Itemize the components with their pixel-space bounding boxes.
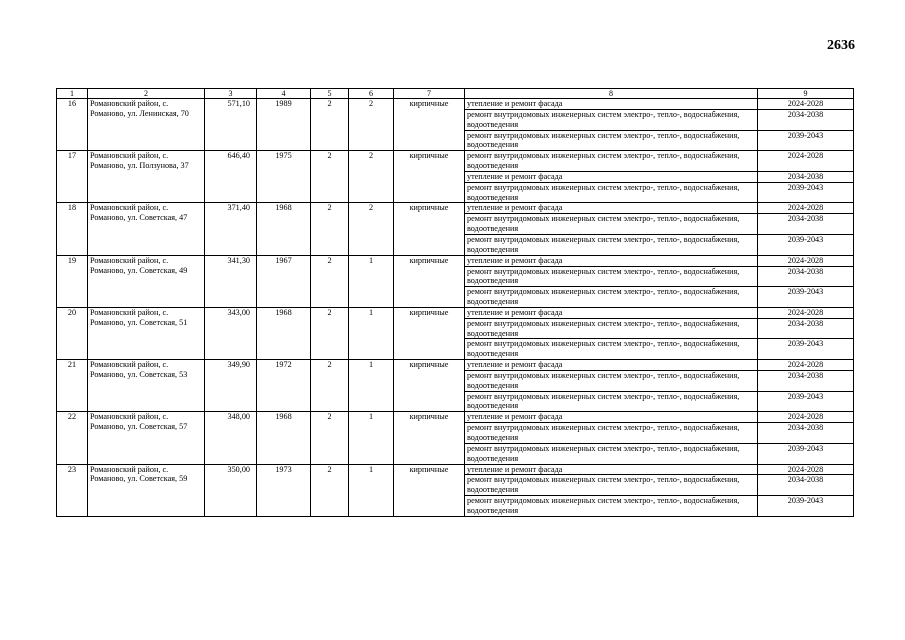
area-cell: 571,10 <box>205 99 257 151</box>
floors-cell: 2 <box>311 464 349 516</box>
material-cell: кирпичные <box>394 99 465 151</box>
period-cell: 2039-2043 <box>758 234 854 255</box>
row-number: 17 <box>57 151 88 203</box>
period-cell: 2034-2038 <box>758 475 854 496</box>
floors-cell: 2 <box>311 99 349 151</box>
period-cell: 2039-2043 <box>758 496 854 517</box>
period-cell: 2024-2028 <box>758 464 854 475</box>
table-body <box>57 99 854 517</box>
work-type-cell: ремонт внутридомовых инженерных систем электро-, тепло-, водоснабжения, водоотведения <box>465 287 758 308</box>
period-cell: 2039-2043 <box>758 443 854 464</box>
work-type-cell: утепление и ремонт фасада <box>465 255 758 266</box>
period-cell: 2034-2038 <box>758 370 854 391</box>
column-header: 5 <box>311 89 349 99</box>
work-type-cell: ремонт внутридомовых инженерных систем электро-, тепло-, водоснабжения, водоотведения <box>465 266 758 287</box>
entrances-cell: 1 <box>349 412 394 464</box>
table-row <box>57 360 854 371</box>
floors-cell: 2 <box>311 412 349 464</box>
period-cell: 2039-2043 <box>758 391 854 412</box>
address-cell: Романовский район, с. Романово, ул. Советская, 57 <box>88 412 205 464</box>
entrances-cell: 1 <box>349 360 394 412</box>
period-cell: 2039-2043 <box>758 339 854 360</box>
work-type-cell: ремонт внутридомовых инженерных систем электро-, тепло-, водоснабжения, водоотведения <box>465 130 758 151</box>
year-cell: 1975 <box>257 151 311 203</box>
period-cell: 2024-2028 <box>758 151 854 172</box>
work-type-cell: утепление и ремонт фасада <box>465 99 758 110</box>
year-cell: 1968 <box>257 203 311 255</box>
period-cell: 2024-2028 <box>758 203 854 214</box>
row-number: 21 <box>57 360 88 412</box>
page-number: 2636 <box>827 38 855 53</box>
work-type-cell: ремонт внутридомовых инженерных систем электро-, тепло-, водоснабжения, водоотведения <box>465 496 758 517</box>
year-cell: 1972 <box>257 360 311 412</box>
period-cell: 2024-2028 <box>758 360 854 371</box>
table-row <box>57 255 854 266</box>
floors-cell: 2 <box>311 203 349 255</box>
period-cell: 2024-2028 <box>758 255 854 266</box>
year-cell: 1967 <box>257 255 311 307</box>
period-cell: 2039-2043 <box>758 182 854 203</box>
period-cell: 2034-2038 <box>758 318 854 339</box>
period-cell: 2024-2028 <box>758 412 854 423</box>
area-cell: 349,90 <box>205 360 257 412</box>
address-cell: Романовский район, с. Романово, ул. Советская, 51 <box>88 307 205 359</box>
floors-cell: 2 <box>311 360 349 412</box>
work-type-cell: ремонт внутридомовых инженерных систем электро-, тепло-, водоснабжения, водоотведения <box>465 109 758 130</box>
period-cell: 2039-2043 <box>758 130 854 151</box>
entrances-cell: 2 <box>349 203 394 255</box>
table-row <box>57 464 854 475</box>
work-type-cell: ремонт внутридомовых инженерных систем электро-, тепло-, водоснабжения, водоотведения <box>465 318 758 339</box>
row-number: 20 <box>57 307 88 359</box>
column-header: 6 <box>349 89 394 99</box>
area-cell: 350,00 <box>205 464 257 516</box>
work-type-cell: ремонт внутридомовых инженерных систем электро-, тепло-, водоснабжения, водоотведения <box>465 339 758 360</box>
material-cell: кирпичные <box>394 255 465 307</box>
column-header: 4 <box>257 89 311 99</box>
entrances-cell: 1 <box>349 307 394 359</box>
row-number: 19 <box>57 255 88 307</box>
entrances-cell: 1 <box>349 464 394 516</box>
work-type-cell: ремонт внутридомовых инженерных систем электро-, тепло-, водоснабжения, водоотведения <box>465 391 758 412</box>
work-type-cell: ремонт внутридомовых инженерных систем электро-, тепло-, водоснабжения, водоотведения <box>465 214 758 235</box>
period-cell: 2039-2043 <box>758 287 854 308</box>
work-type-cell: утепление и ремонт фасада <box>465 307 758 318</box>
period-cell: 2034-2038 <box>758 423 854 444</box>
period-cell: 2034-2038 <box>758 214 854 235</box>
year-cell: 1989 <box>257 99 311 151</box>
work-type-cell: ремонт внутридомовых инженерных систем электро-, тепло-, водоснабжения, водоотведения <box>465 370 758 391</box>
work-type-cell: утепление и ремонт фасада <box>465 412 758 423</box>
header-row <box>57 89 854 99</box>
row-number: 23 <box>57 464 88 516</box>
material-cell: кирпичные <box>394 151 465 203</box>
period-cell: 2024-2028 <box>758 99 854 110</box>
address-cell: Романовский район, с. Романово, ул. Советская, 47 <box>88 203 205 255</box>
floors-cell: 2 <box>311 151 349 203</box>
work-type-cell: ремонт внутридомовых инженерных систем электро-, тепло-, водоснабжения, водоотведения <box>465 182 758 203</box>
period-cell: 2024-2028 <box>758 307 854 318</box>
work-type-cell: утепление и ремонт фасада <box>465 360 758 371</box>
area-cell: 343,00 <box>205 307 257 359</box>
address-cell: Романовский район, с. Романово, ул. Советская, 53 <box>88 360 205 412</box>
area-cell: 646,40 <box>205 151 257 203</box>
material-cell: кирпичные <box>394 464 465 516</box>
work-type-cell: утепление и ремонт фасада <box>465 464 758 475</box>
column-header: 1 <box>57 89 88 99</box>
address-cell: Романовский район, с. Романово, ул. Ленинская, 70 <box>88 99 205 151</box>
address-cell: Романовский район, с. Романово, ул. Ползунова, 37 <box>88 151 205 203</box>
work-type-cell: ремонт внутридомовых инженерных систем электро-, тепло-, водоснабжения, водоотведения <box>465 475 758 496</box>
table-row <box>57 412 854 423</box>
entrances-cell: 1 <box>349 255 394 307</box>
address-cell: Романовский район, с. Романово, ул. Советская, 59 <box>88 464 205 516</box>
column-header: 9 <box>758 89 854 99</box>
column-header: 3 <box>205 89 257 99</box>
work-type-cell: ремонт внутридомовых инженерных систем электро-, тепло-, водоснабжения, водоотведения <box>465 151 758 172</box>
work-type-cell: утепление и ремонт фасада <box>465 171 758 182</box>
work-type-cell: ремонт внутридомовых инженерных систем электро-, тепло-, водоснабжения, водоотведения <box>465 423 758 444</box>
entrances-cell: 2 <box>349 99 394 151</box>
table-row <box>57 99 854 110</box>
area-cell: 371,40 <box>205 203 257 255</box>
year-cell: 1968 <box>257 307 311 359</box>
row-number: 22 <box>57 412 88 464</box>
column-header: 8 <box>465 89 758 99</box>
period-cell: 2034-2038 <box>758 109 854 130</box>
material-cell: кирпичные <box>394 307 465 359</box>
floors-cell: 2 <box>311 255 349 307</box>
year-cell: 1973 <box>257 464 311 516</box>
work-type-cell: утепление и ремонт фасада <box>465 203 758 214</box>
period-cell: 2034-2038 <box>758 266 854 287</box>
work-type-cell: ремонт внутридомовых инженерных систем электро-, тепло-, водоснабжения, водоотведения <box>465 234 758 255</box>
row-number: 18 <box>57 203 88 255</box>
area-cell: 348,00 <box>205 412 257 464</box>
row-number: 16 <box>57 99 88 151</box>
material-cell: кирпичные <box>394 412 465 464</box>
area-cell: 341,30 <box>205 255 257 307</box>
table-row <box>57 307 854 318</box>
column-header: 2 <box>88 89 205 99</box>
material-cell: кирпичные <box>394 203 465 255</box>
material-cell: кирпичные <box>394 360 465 412</box>
address-cell: Романовский район, с. Романово, ул. Советская, 49 <box>88 255 205 307</box>
work-type-cell: ремонт внутридомовых инженерных систем электро-, тепло-, водоснабжения, водоотведения <box>465 443 758 464</box>
floors-cell: 2 <box>311 307 349 359</box>
year-cell: 1968 <box>257 412 311 464</box>
column-header: 7 <box>394 89 465 99</box>
table-row <box>57 151 854 172</box>
housing-repair-table <box>56 88 854 517</box>
entrances-cell: 2 <box>349 151 394 203</box>
period-cell: 2034-2038 <box>758 171 854 182</box>
table-row <box>57 203 854 214</box>
